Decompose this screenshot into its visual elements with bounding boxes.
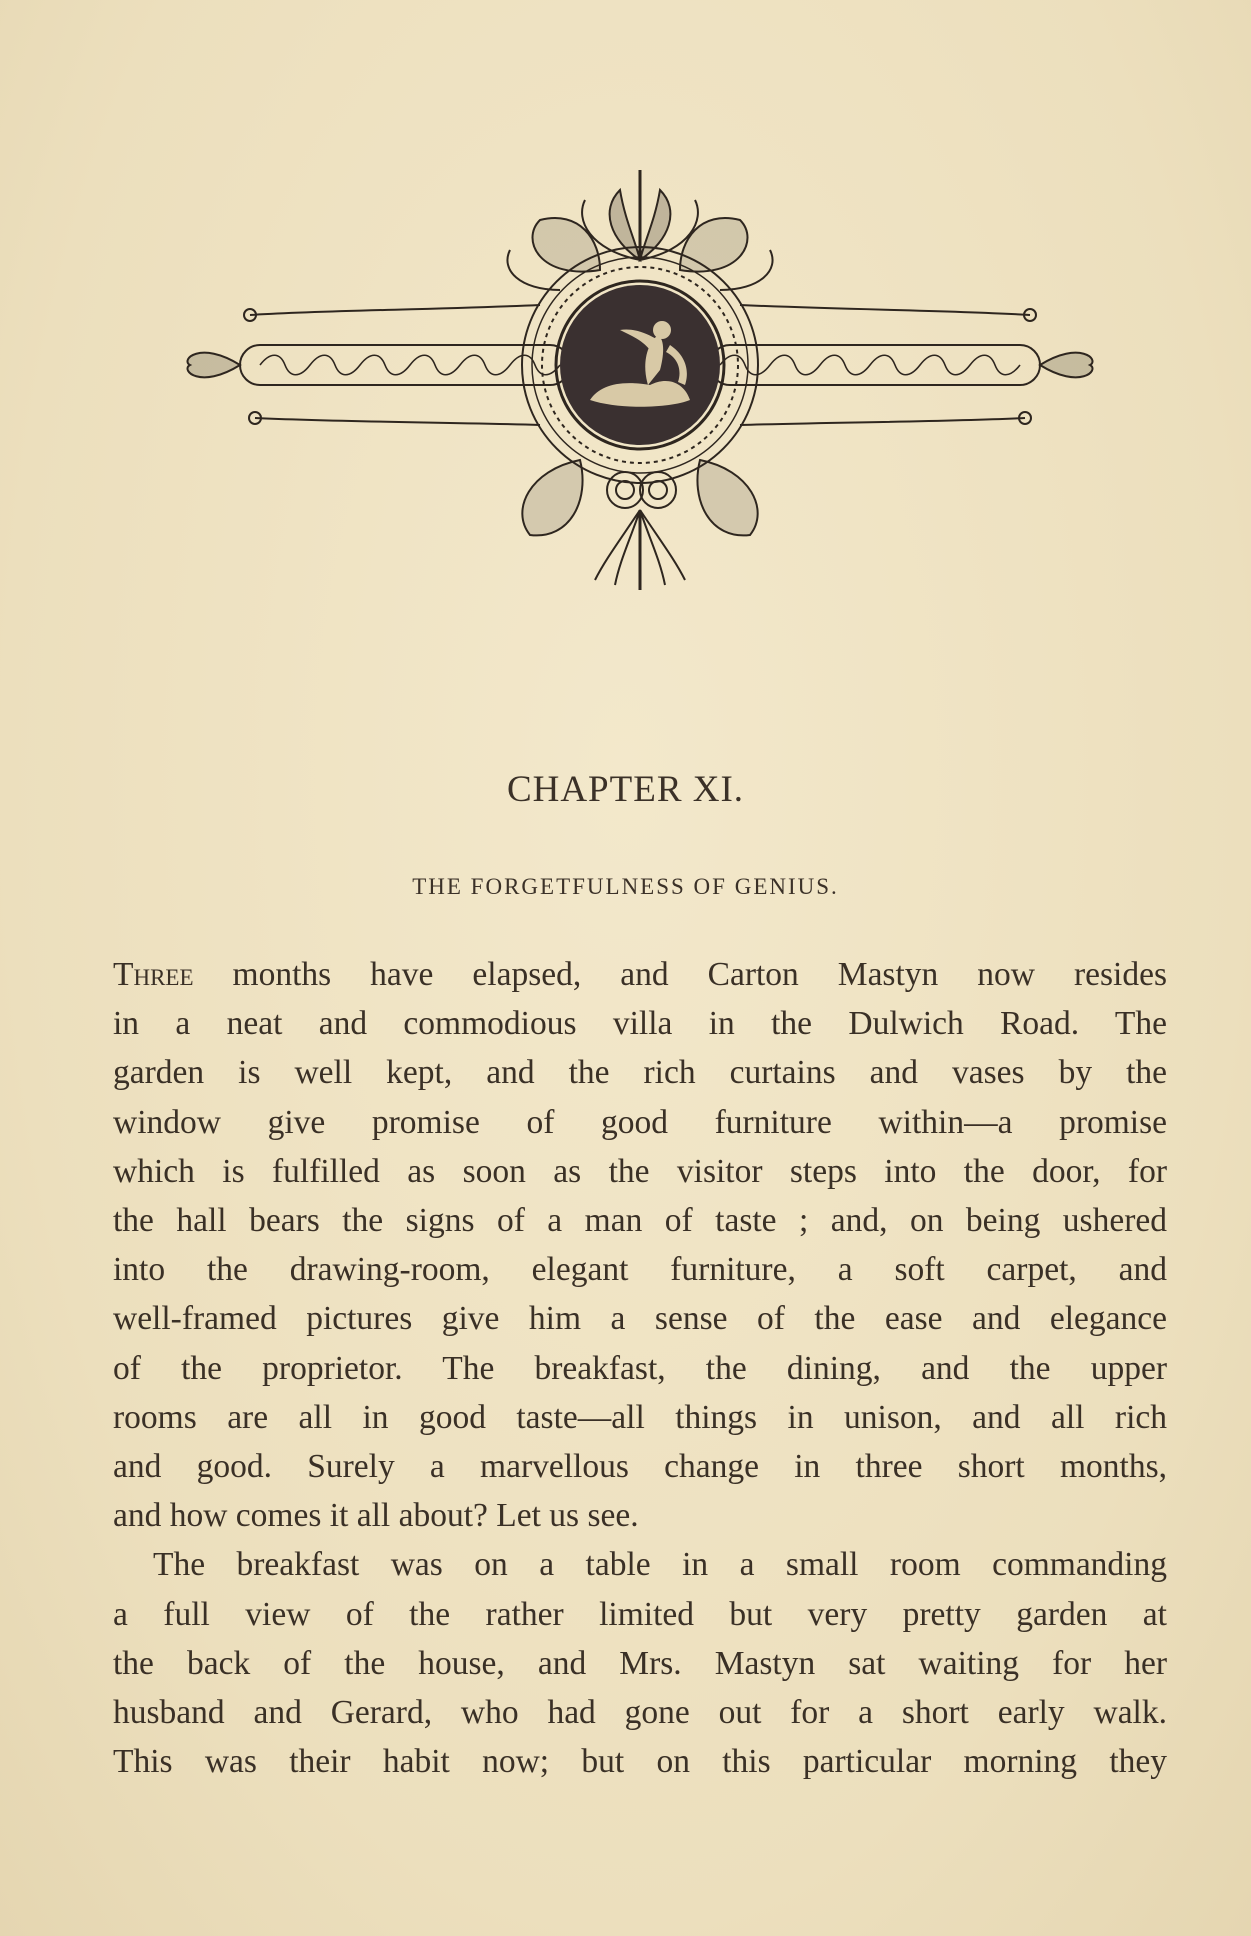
text-line: a full view of the rather limited but very pretty garden at bbox=[113, 1595, 1167, 1633]
text-line: well-framed pictures give him a sense of the ease and elegance bbox=[113, 1300, 1167, 1338]
chapter-subtitle: THE FORGETFULNESS OF GENIUS. bbox=[412, 874, 839, 899]
text-line: and how comes it all about? Let us see. bbox=[113, 1497, 639, 1535]
paragraph-lead-word: Three bbox=[113, 956, 194, 993]
chapter-title: CHAPTER XI. bbox=[506, 769, 745, 810]
text-line: garden is well kept, and the rich curtains and vases by the bbox=[113, 1054, 1167, 1092]
text-line: the back of the house, and Mrs. Mastyn sat waiting for her bbox=[113, 1644, 1167, 1682]
text-line: of the proprietor. The breakfast, the dining, and the upper bbox=[113, 1349, 1167, 1387]
text-line bbox=[113, 950, 1167, 999]
paragraph-1 bbox=[113, 950, 1167, 1540]
text-line: into the drawing-room, elegant furniture, a soft carpet, and bbox=[113, 1251, 1167, 1289]
text-line: husband and Gerard, who had gone out for a short early walk. bbox=[113, 1694, 1167, 1732]
ornamental-headpiece-icon bbox=[180, 160, 1100, 680]
body-text bbox=[113, 950, 1167, 1786]
text-line: and good. Surely a marvellous change in three short months, bbox=[113, 1448, 1167, 1486]
text-line: in a neat and commodious villa in the Dulwich Road. The bbox=[113, 1005, 1167, 1043]
text-line: which is fulfilled as soon as the visitor steps into the door, for bbox=[113, 1152, 1167, 1190]
text-line: window give promise of good furniture within—a promise bbox=[113, 1103, 1167, 1141]
text-line: rooms are all in good taste—all things in unison, and all rich bbox=[113, 1398, 1167, 1436]
text-line: This was their habit now; but on this particular morning they bbox=[113, 1743, 1167, 1781]
paragraph-2 bbox=[113, 1540, 1167, 1786]
text-line-content: months have elapsed, and Carton Mastyn now resides bbox=[193, 956, 1167, 993]
text-line: the hall bears the signs of a man of taste ; and, on being ushered bbox=[113, 1202, 1167, 1240]
text-line: The breakfast was on a table in a small room commanding bbox=[153, 1546, 1167, 1584]
